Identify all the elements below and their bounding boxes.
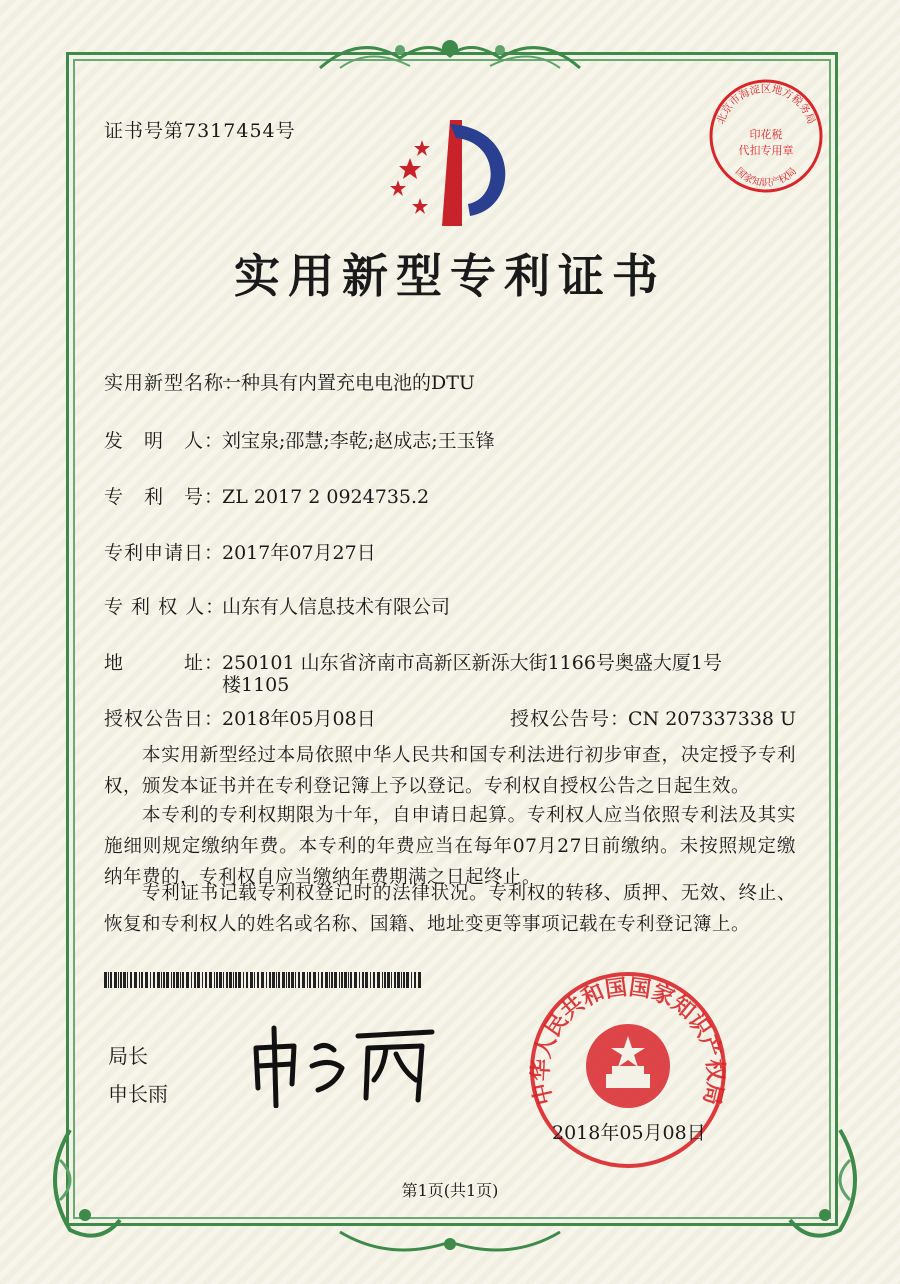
field-value: 2017年07月27日 [222, 542, 376, 564]
field-label: 专 利 号： [104, 486, 225, 508]
patent-office-logo-icon [380, 118, 520, 228]
field-grant-number [510, 704, 796, 731]
field-patentee [104, 592, 450, 619]
seal-text: 中华人民共和国国家知识产权局 [528, 975, 728, 1108]
field-address-line2: 楼1105 [222, 674, 290, 696]
paragraph-term: 本专利的专利权期限为十年，自申请日起算。专利权人应当依照专利法及其实施细则规定缴纳年费。本专利的年费应当在每年07月27日前缴纳。未按照规定缴纳年费的，专利权自应当缴纳年费期满之日起终止。 [104, 805, 796, 888]
director-signature [246, 1018, 446, 1108]
tax-stamp [706, 76, 826, 196]
director-name: 申长雨 [108, 1082, 168, 1106]
field-label: 实用新型名称： [104, 372, 245, 394]
tax-stamp-outer-text: 北京市海淀区地方税务局 [714, 83, 818, 126]
director-title: 局长 [108, 1044, 148, 1068]
paragraph-examination: 本实用新型经过本局依照中华人民共和国专利法进行初步审查，决定授予专利权，颁发本证书并在专利登记簿上予以登记。专利权自授权公告之日起生效。 [104, 745, 796, 797]
field-value: 刘宝泉;邵慧;李乾;赵成志;王玉锋 [222, 430, 495, 452]
bottom-ornament [330, 1222, 570, 1262]
field-label: 专利申请日： [104, 542, 225, 564]
tax-stamp-inner-line2: 代扣专用章 [738, 144, 794, 157]
field-value: 山东有人信息技术有限公司 [222, 596, 451, 618]
field-inventors [104, 426, 495, 453]
field-label: 专 利 权 人： [104, 596, 226, 618]
page-number: 第1页(共1页) [401, 1181, 499, 1200]
svg-text:北京市海淀区地方税务局 [715, 82, 817, 126]
field-address [104, 648, 722, 675]
field-patent-number [104, 482, 429, 509]
field-utility-name [104, 368, 475, 395]
field-filing-date [104, 538, 376, 565]
field-value: ZL 2017 2 0924735.2 [222, 486, 430, 508]
certificate-title: 实用新型专利证书 [234, 249, 666, 303]
field-label: 地 址： [104, 652, 225, 674]
tax-stamp-inner-line1: 印花税 [749, 128, 783, 141]
field-value: CN 207337338 U [628, 708, 797, 730]
field-value: 250101 山东省济南市高新区新泺大街1166号奥盛大厦1号 [222, 652, 723, 674]
issue-date: 2018年05月08日 [552, 1122, 706, 1144]
certificate-number: 证书号第7317454号 [104, 120, 296, 142]
paragraph-legal-status: 专利证书记载专利权登记时的法律状况。专利权的转移、质押、无效、终止、恢复和专利权人的姓名或名称、国籍、地址变更等事项记载在专利登记簿上。 [104, 883, 796, 935]
field-value: 一种具有内置充电电池的DTU [222, 372, 475, 394]
barcode [104, 972, 424, 988]
tax-stamp-bottom-text: 国家知识产权局 [733, 165, 799, 189]
field-value: 2018年05月08日 [222, 708, 376, 730]
field-label: 授权公告日： [104, 708, 225, 730]
field-label: 授权公告号： [510, 708, 631, 730]
field-label: 发 明 人： [104, 430, 225, 452]
top-ornament [300, 28, 600, 78]
field-grant-date [104, 704, 376, 731]
